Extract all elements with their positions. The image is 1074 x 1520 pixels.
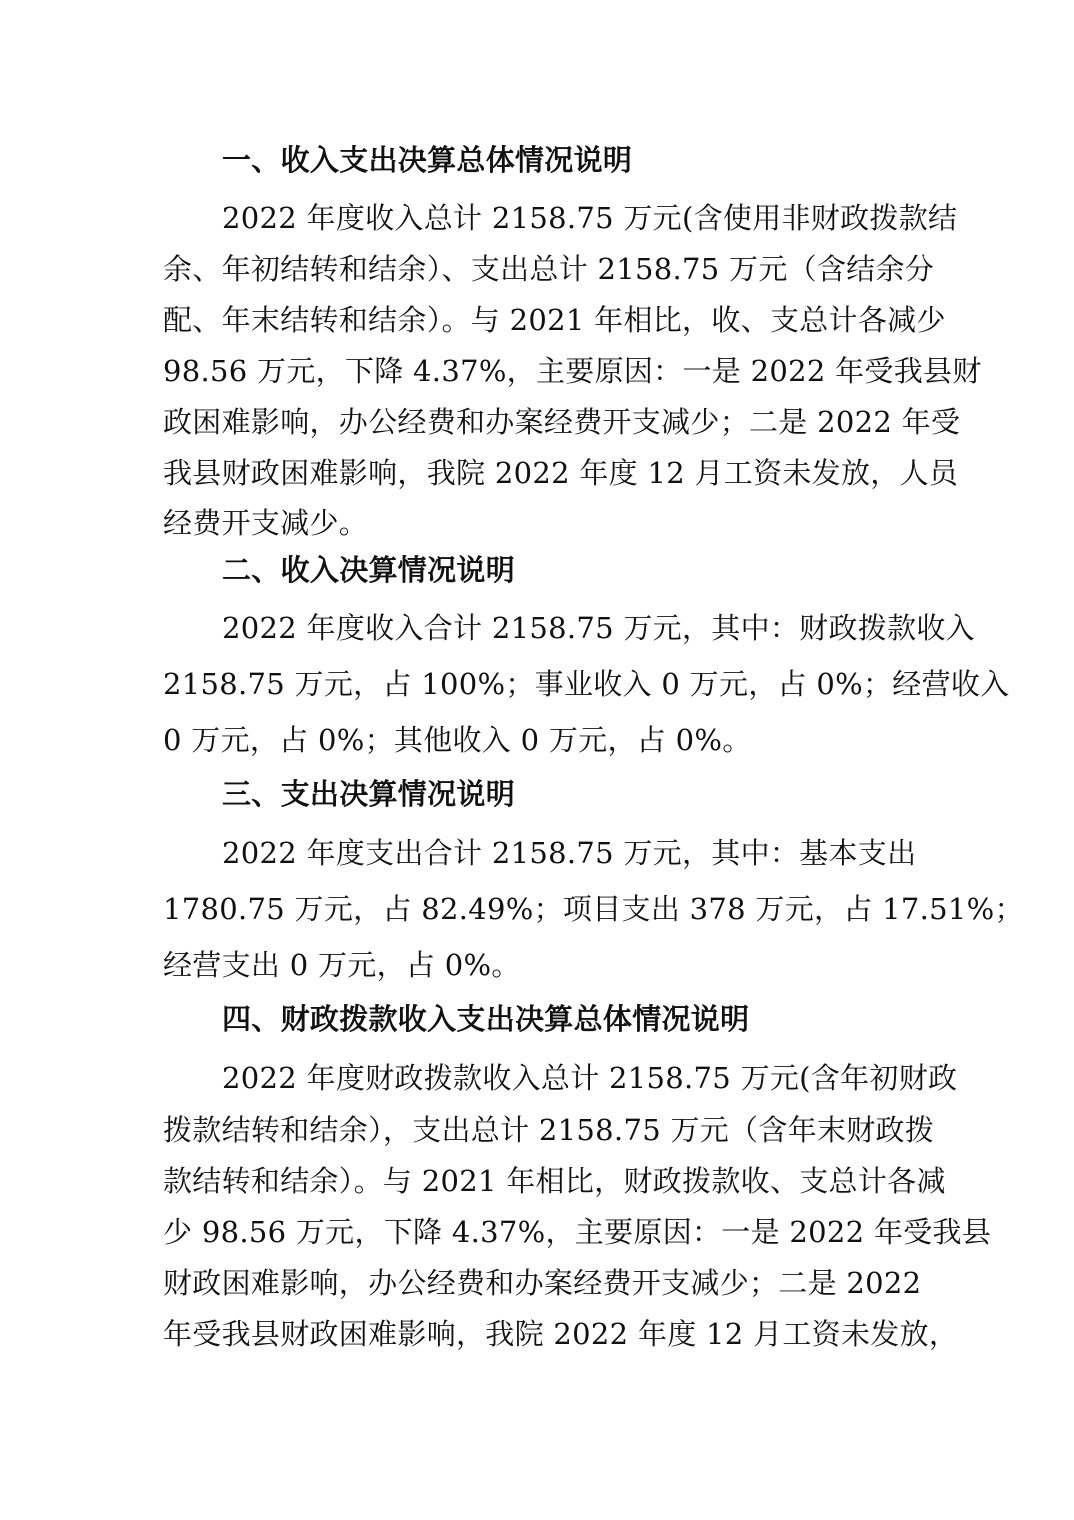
section-1-line-4: 98.56 万元，下降 4.37%，主要原因：一是 2022 年受我县财 xyxy=(163,354,982,388)
section-3-line-1: 2022 年度支出合计 2158.75 万元，其中：基本支出 xyxy=(222,836,917,870)
section-heading-4: 四、财政拨款收入支出决算总体情况说明 xyxy=(222,1002,750,1036)
section-1-line-6: 我县财政困难影响，我院 2022 年度 12 月工资未发放，人员 xyxy=(163,456,959,490)
section-1-line-2: 余、年初结转和结余）、支出总计 2158.75 万元（含结余分 xyxy=(163,252,935,286)
section-1-line-7: 经费开支减少。 xyxy=(163,506,369,540)
section-1-line-5: 政困难影响，办公经费和办案经费开支减少；二是 2022 年受 xyxy=(163,405,961,439)
section-4-line-6: 年受我县财政困难影响，我院 2022 年度 12 月工资未发放， xyxy=(163,1317,959,1351)
section-2-line-1: 2022 年度收入合计 2158.75 万元，其中：财政拨款收入 xyxy=(222,611,975,645)
section-3-line-2: 1780.75 万元，占 82.49%；项目支出 378 万元，占 17.51%； xyxy=(163,892,1024,926)
section-heading-3: 三、支出决算情况说明 xyxy=(222,777,516,811)
section-1-line-3: 配、年末结转和结余）。与 2021 年相比，收、支总计各减少 xyxy=(163,303,946,337)
section-4-line-3: 款结转和结余）。与 2021 年相比，财政拨款收、支总计各减 xyxy=(163,1164,946,1198)
section-heading-1: 一、收入支出决算总体情况说明 xyxy=(222,143,633,177)
section-2-line-2: 2158.75 万元，占 100%；事业收入 0 万元，占 0%；经营收入 xyxy=(163,667,1010,701)
section-2-line-3: 0 万元，占 0%；其他收入 0 万元，占 0%。 xyxy=(163,723,752,757)
section-1-line-1: 2022 年度收入总计 2158.75 万元(含使用非财政拨款结 xyxy=(222,201,958,235)
section-4-line-1: 2022 年度财政拨款收入总计 2158.75 万元(含年初财政 xyxy=(222,1061,958,1095)
section-4-line-2: 拨款结转和结余），支出总计 2158.75 万元（含年末财政拨 xyxy=(163,1113,935,1147)
section-4-line-5: 财政困难影响，办公经费和办案经费开支减少；二是 2022 xyxy=(163,1266,922,1300)
section-4-line-4: 少 98.56 万元，下降 4.37%，主要原因：一是 2022 年受我县 xyxy=(163,1215,992,1249)
section-heading-2: 二、收入决算情况说明 xyxy=(222,553,516,587)
section-3-line-3: 经营支出 0 万元，占 0%。 xyxy=(163,948,521,982)
